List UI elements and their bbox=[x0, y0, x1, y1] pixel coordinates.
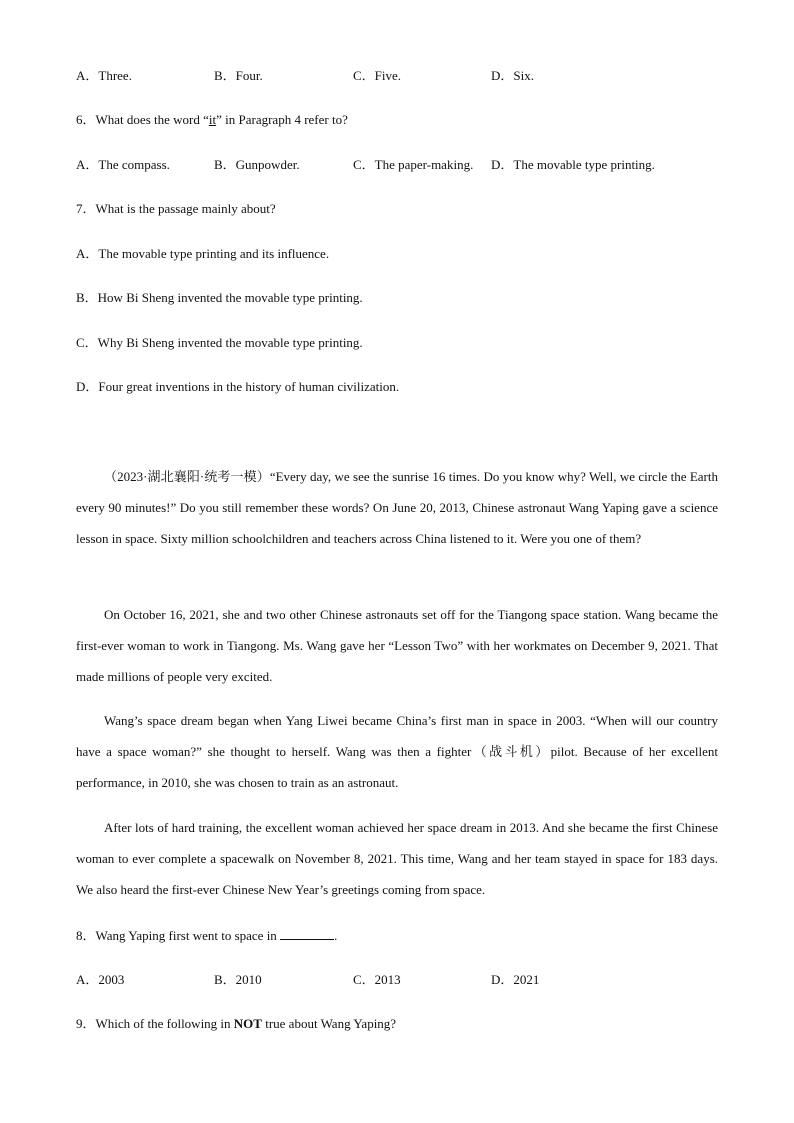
q8-option-c bbox=[353, 972, 401, 988]
question-number: 8． bbox=[76, 928, 96, 943]
passage-source: （2023·湖北襄阳·统考一模） bbox=[104, 469, 270, 484]
q5-option-a bbox=[76, 68, 132, 84]
question-number: 9． bbox=[76, 1016, 96, 1031]
option-text: Gunpowder. bbox=[235, 157, 300, 172]
option-text: 2003 bbox=[98, 972, 125, 987]
option-letter: A． bbox=[76, 157, 99, 172]
option-text: The movable type printing and its influence. bbox=[98, 246, 330, 261]
option-letter: A． bbox=[76, 246, 99, 261]
option-letter: C． bbox=[76, 335, 98, 350]
question-9-stem bbox=[76, 1016, 396, 1032]
stem-text: Which of the following in bbox=[95, 1016, 234, 1031]
q5-option-d bbox=[491, 68, 534, 84]
question-8-stem bbox=[76, 928, 337, 944]
stem-text: What is the passage mainly about? bbox=[95, 201, 276, 216]
question-number: 6． bbox=[76, 112, 96, 127]
q5-option-b bbox=[214, 68, 263, 84]
paragraph-text: “Every day, we see the sunrise 16 times. Do you know why? Well, we circle the Earth every 90 minutes!” Do you still remember these words? On June 20, 2013, Chinese astronaut Wang Yaping gave a science lesson in space. Sixty million schoolchildren and teachers across China listened to it. Were you one of them? bbox=[76, 469, 718, 546]
option-letter: A． bbox=[76, 68, 99, 83]
question-6-stem bbox=[76, 112, 348, 128]
option-letter: D． bbox=[491, 68, 514, 83]
paragraph-text: After lots of hard training, the excellent woman achieved her space dream in 2013. And she became the first Chinese woman to ever complete a spacewalk on November 8, 2021. This time, Wang and her team stayed in space for 183 days. We also heard the first-ever Chinese New Year’s greetings coming from space. bbox=[76, 820, 718, 897]
option-text: The paper-making. bbox=[374, 157, 474, 172]
stem-text: What does the word “ bbox=[95, 112, 209, 127]
option-letter: C． bbox=[353, 972, 375, 987]
stem-text: ” in Paragraph 4 refer to? bbox=[216, 112, 348, 127]
bold-word: NOT bbox=[233, 1016, 262, 1031]
passage-paragraph-4 bbox=[76, 812, 718, 905]
stem-text: true about Wang Yaping? bbox=[261, 1016, 397, 1031]
option-text: Four. bbox=[235, 68, 263, 83]
q8-option-d bbox=[491, 972, 539, 988]
option-letter: D． bbox=[76, 379, 99, 394]
q7-option-c bbox=[76, 335, 363, 351]
q7-option-b bbox=[76, 290, 363, 306]
option-text: The compass. bbox=[98, 157, 170, 172]
q7-option-d bbox=[76, 379, 399, 395]
underlined-word: it bbox=[208, 112, 217, 127]
option-text: 2010 bbox=[235, 972, 262, 987]
option-letter: B． bbox=[76, 290, 98, 305]
question-number: 7． bbox=[76, 201, 96, 216]
stem-text: Wang Yaping first went to space in bbox=[95, 928, 281, 943]
option-text: 2013 bbox=[374, 972, 401, 987]
answer-blank bbox=[280, 928, 334, 940]
option-text: 2021 bbox=[513, 972, 540, 987]
paragraph-text: On October 16, 2021, she and two other Chinese astronauts set off for the Tiangong space station. Wang became the first-ever woman to work in Tiangong. Ms. Wang gave her “Lesson Two” with her workmates on December 9, 2021. That made millions of people very excited. bbox=[76, 607, 718, 684]
option-text: How Bi Sheng invented the movable type printing. bbox=[97, 290, 363, 305]
option-letter: D． bbox=[491, 157, 514, 172]
q8-option-a bbox=[76, 972, 124, 988]
q6-option-c bbox=[353, 157, 473, 173]
option-text: Six. bbox=[513, 68, 534, 83]
option-letter: B． bbox=[214, 157, 236, 172]
passage-paragraph-3 bbox=[76, 705, 718, 798]
option-letter: C． bbox=[353, 157, 375, 172]
q8-option-b bbox=[214, 972, 262, 988]
q6-option-a bbox=[76, 157, 170, 173]
q6-option-d bbox=[491, 157, 655, 173]
option-text: Three. bbox=[98, 68, 132, 83]
q7-option-a bbox=[76, 246, 329, 262]
passage-paragraph-1 bbox=[76, 461, 718, 554]
passage-paragraph-2 bbox=[76, 599, 718, 692]
option-text: Why Bi Sheng invented the movable type printing. bbox=[97, 335, 363, 350]
option-letter: D． bbox=[491, 972, 514, 987]
option-letter: B． bbox=[214, 68, 236, 83]
question-7-stem bbox=[76, 201, 276, 217]
option-text: Five. bbox=[374, 68, 402, 83]
option-text: The movable type printing. bbox=[513, 157, 655, 172]
option-letter: B． bbox=[214, 972, 236, 987]
q6-option-b bbox=[214, 157, 300, 173]
option-letter: A． bbox=[76, 972, 99, 987]
option-letter: C． bbox=[353, 68, 375, 83]
paragraph-text: Wang’s space dream began when Yang Liwei became China’s first man in space in 2003. “When will our country have a space woman?” she thought to herself. Wang was then a fighter（战斗机）pilot. Because of her excellent performance, in 2010, she was chosen to train as an astronaut. bbox=[76, 713, 718, 790]
stem-text: . bbox=[334, 928, 338, 943]
q5-option-c bbox=[353, 68, 401, 84]
option-text: Four great inventions in the history of human civilization. bbox=[98, 379, 400, 394]
